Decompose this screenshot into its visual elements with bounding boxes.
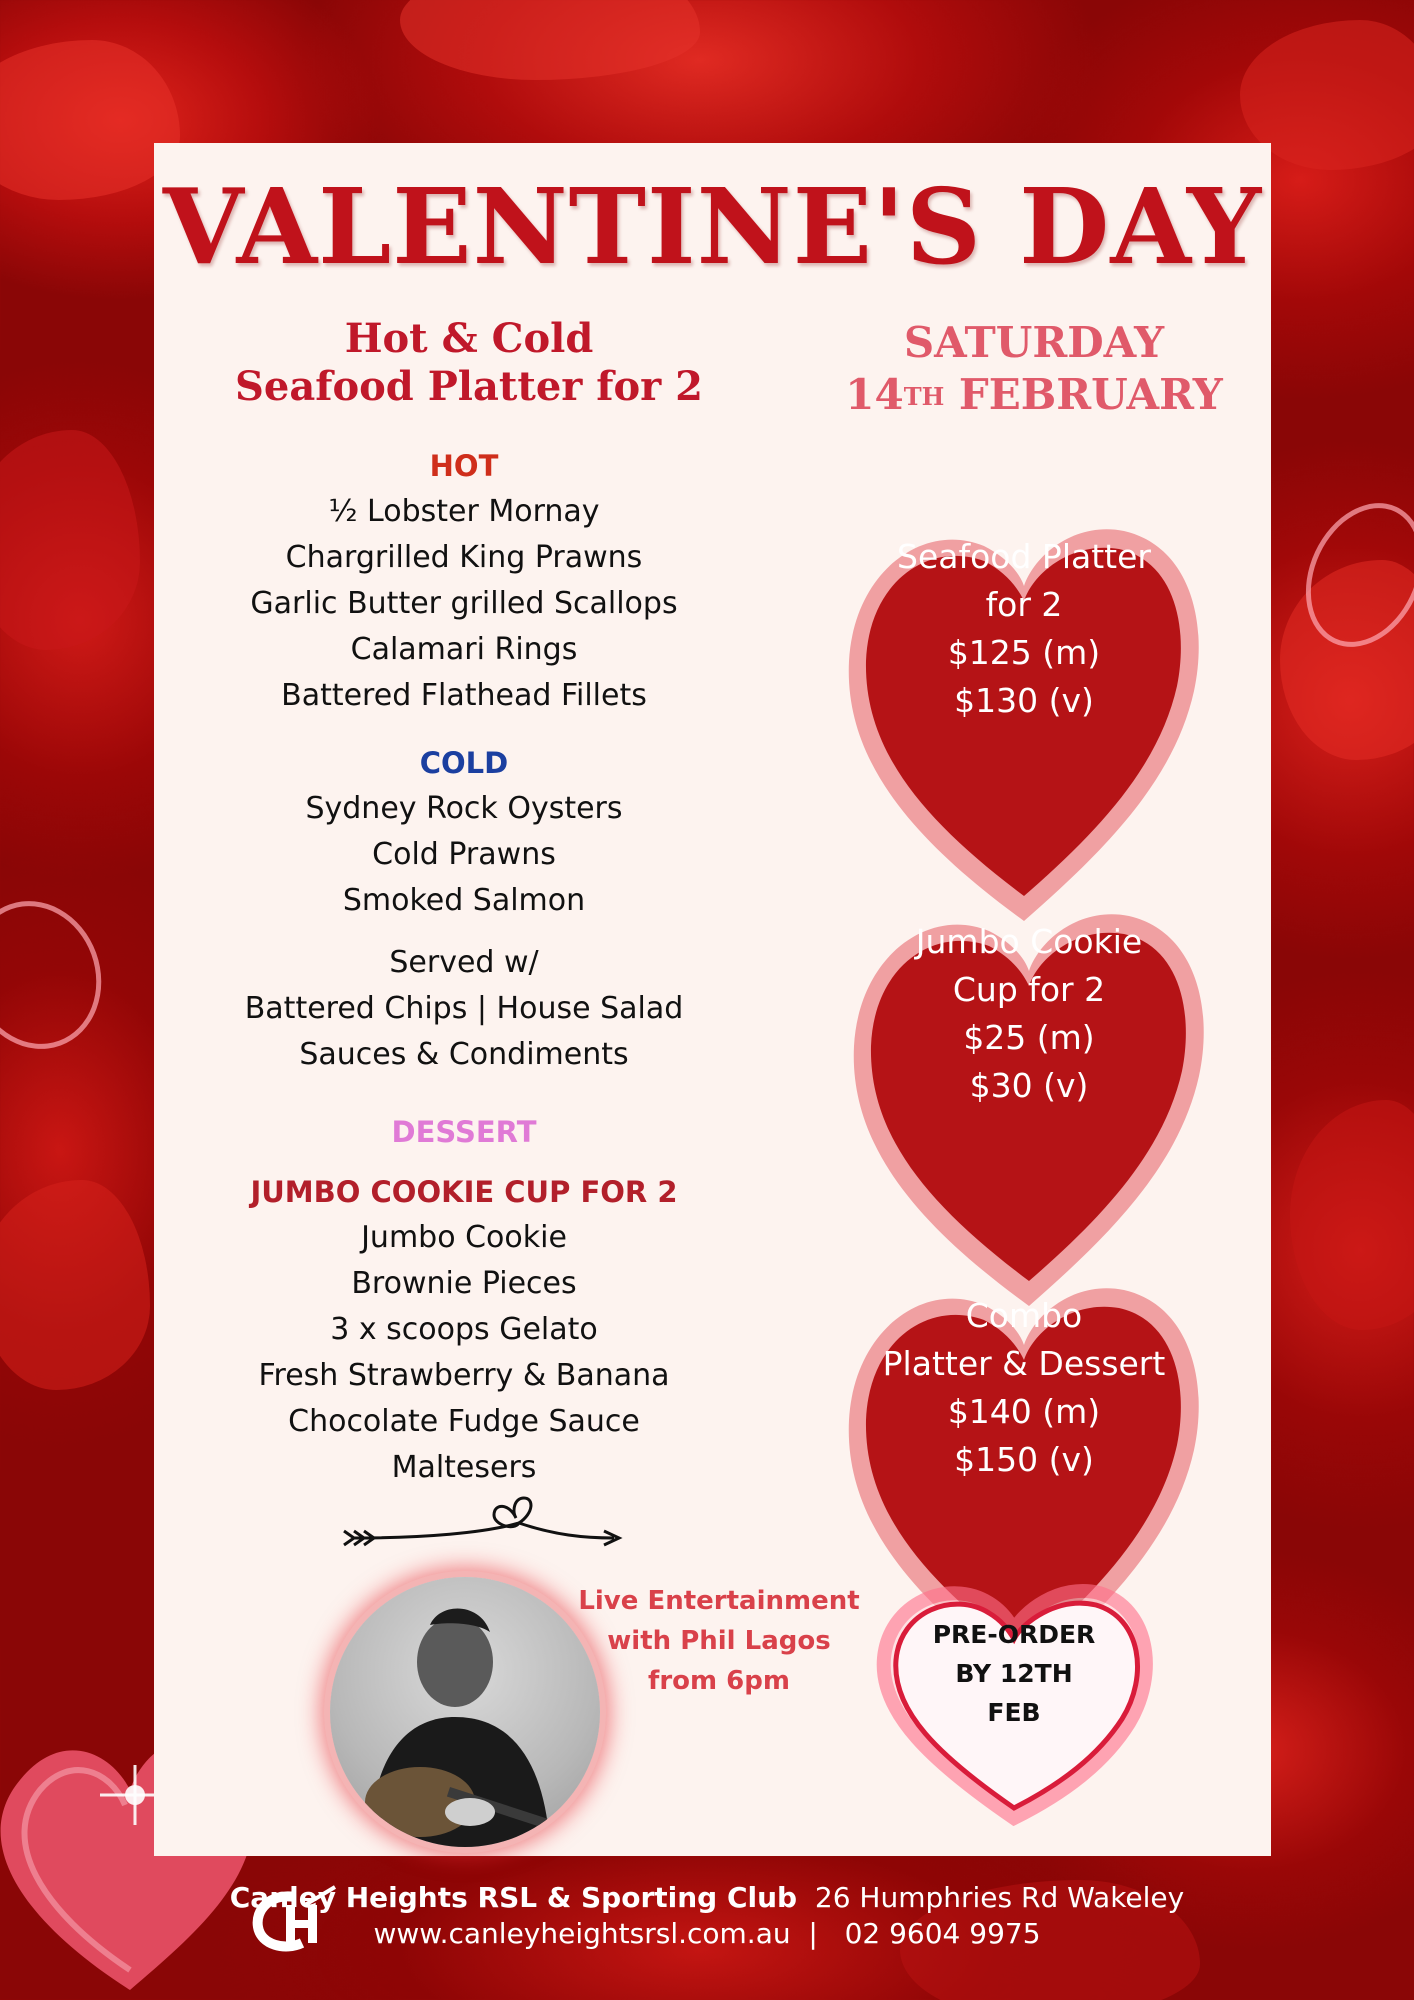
event-date-day-month [814, 369, 1254, 421]
price-heart-line1: Seafood Platter [897, 537, 1151, 576]
preorder-line2: BY 12TH [955, 1659, 1073, 1688]
event-date-suffix: TH [903, 382, 945, 411]
event-date [814, 317, 1254, 421]
preorder-text [874, 1615, 1154, 1732]
event-date-weekday: SATURDAY [903, 318, 1165, 367]
menu-item: Chargrilled King Prawns [285, 540, 643, 575]
menu-item: 3 x scoops Gelato [330, 1312, 598, 1347]
performer-photo [330, 1577, 600, 1847]
price-heart-label [849, 918, 1209, 1110]
menu-item: Brownie Pieces [351, 1266, 577, 1301]
menu-item: ½ Lobster Mornay [328, 494, 600, 529]
price-heart-label [844, 533, 1204, 725]
menu-item: Calamari Rings [350, 632, 578, 667]
menu-item: Garlic Butter grilled Scallops [250, 586, 678, 621]
member-price: $125 (m) [947, 633, 1101, 672]
hot-heading: HOT [429, 449, 499, 483]
menu-item: Jumbo Cookie [361, 1220, 567, 1255]
live-entertainment-line3: from 6pm [648, 1666, 790, 1696]
price-heart-line1: Jumbo Cookie [915, 922, 1143, 961]
menu-item: Battered Chips | House Salad [244, 991, 684, 1026]
event-date-day: 14 [845, 370, 904, 419]
menu-item: Sydney Rock Oysters [305, 791, 623, 826]
price-heart-line1: Combo [965, 1296, 1083, 1335]
dessert-section [194, 1109, 734, 1491]
rose-petal-decoration [0, 40, 180, 200]
heart-arrow-divider-icon [334, 1493, 624, 1573]
club-address: 26 Humphries Rd Wakeley [814, 1881, 1185, 1914]
guitarist-silhouette-icon [330, 1577, 600, 1847]
ribbon-swirl-decoration [0, 882, 122, 1067]
rose-petal-decoration [1290, 1100, 1414, 1330]
rose-petal-decoration [0, 1180, 150, 1390]
price-heart-line2: Platter & Dessert [882, 1344, 1166, 1383]
menu-item: Sauces & Condiments [299, 1037, 629, 1072]
member-price: $25 (m) [963, 1018, 1095, 1057]
menu-item: Battered Flathead Fillets [281, 678, 647, 713]
menu-card [154, 143, 1271, 1856]
price-heart-label [844, 1292, 1204, 1484]
cold-section [194, 740, 734, 924]
menu-item: Cold Prawns [372, 837, 556, 872]
price-heart-line2: Cup for 2 [952, 970, 1106, 1009]
event-date-month: FEBRUARY [958, 370, 1223, 419]
club-name: Canley Heights RSL & Sporting Club [229, 1881, 798, 1914]
visitor-price: $30 (v) [969, 1066, 1089, 1105]
price-heart-line2: for 2 [985, 585, 1063, 624]
menu-item: Chocolate Fudge Sauce [288, 1404, 640, 1439]
rose-petal-decoration [400, 0, 700, 80]
preorder-heart [874, 1563, 1154, 1833]
visitor-price: $130 (v) [954, 681, 1094, 720]
cold-heading: COLD [419, 746, 509, 780]
footer-separator: | [808, 1917, 818, 1950]
member-price: $140 (m) [947, 1392, 1101, 1431]
platter-heading [164, 315, 774, 411]
website-link[interactable]: www.canleyheightsrsl.com.au [373, 1917, 791, 1950]
menu-item: Smoked Salmon [342, 883, 586, 918]
served-with-heading: Served w/ [389, 945, 539, 980]
dessert-heading: DESSERT [391, 1115, 537, 1149]
served-with-section [194, 940, 734, 1078]
footer-line2 [0, 1916, 1414, 1952]
preorder-line3: FEB [987, 1698, 1041, 1727]
footer-line1 [0, 1880, 1414, 1916]
dessert-subheading: JUMBO COOKIE CUP FOR 2 [250, 1175, 678, 1209]
menu-item: Maltesers [391, 1450, 537, 1485]
phone-number[interactable]: 02 9604 9975 [844, 1917, 1041, 1950]
live-entertainment-line1: Live Entertainment [578, 1586, 860, 1616]
page-title: VALENTINE'S DAY [162, 165, 1263, 288]
live-entertainment-text [574, 1581, 864, 1701]
footer [0, 1880, 1414, 1952]
rose-petal-decoration [0, 430, 140, 650]
hot-section [194, 443, 734, 719]
platter-heading-line1: Hot & Cold [344, 315, 594, 362]
platter-heading-line2: Seafood Platter for 2 [234, 363, 704, 410]
visitor-price: $150 (v) [954, 1440, 1094, 1479]
preorder-line1: PRE-ORDER [932, 1620, 1096, 1649]
live-entertainment-line2: with Phil Lagos [607, 1626, 831, 1656]
menu-item: Fresh Strawberry & Banana [258, 1358, 670, 1393]
